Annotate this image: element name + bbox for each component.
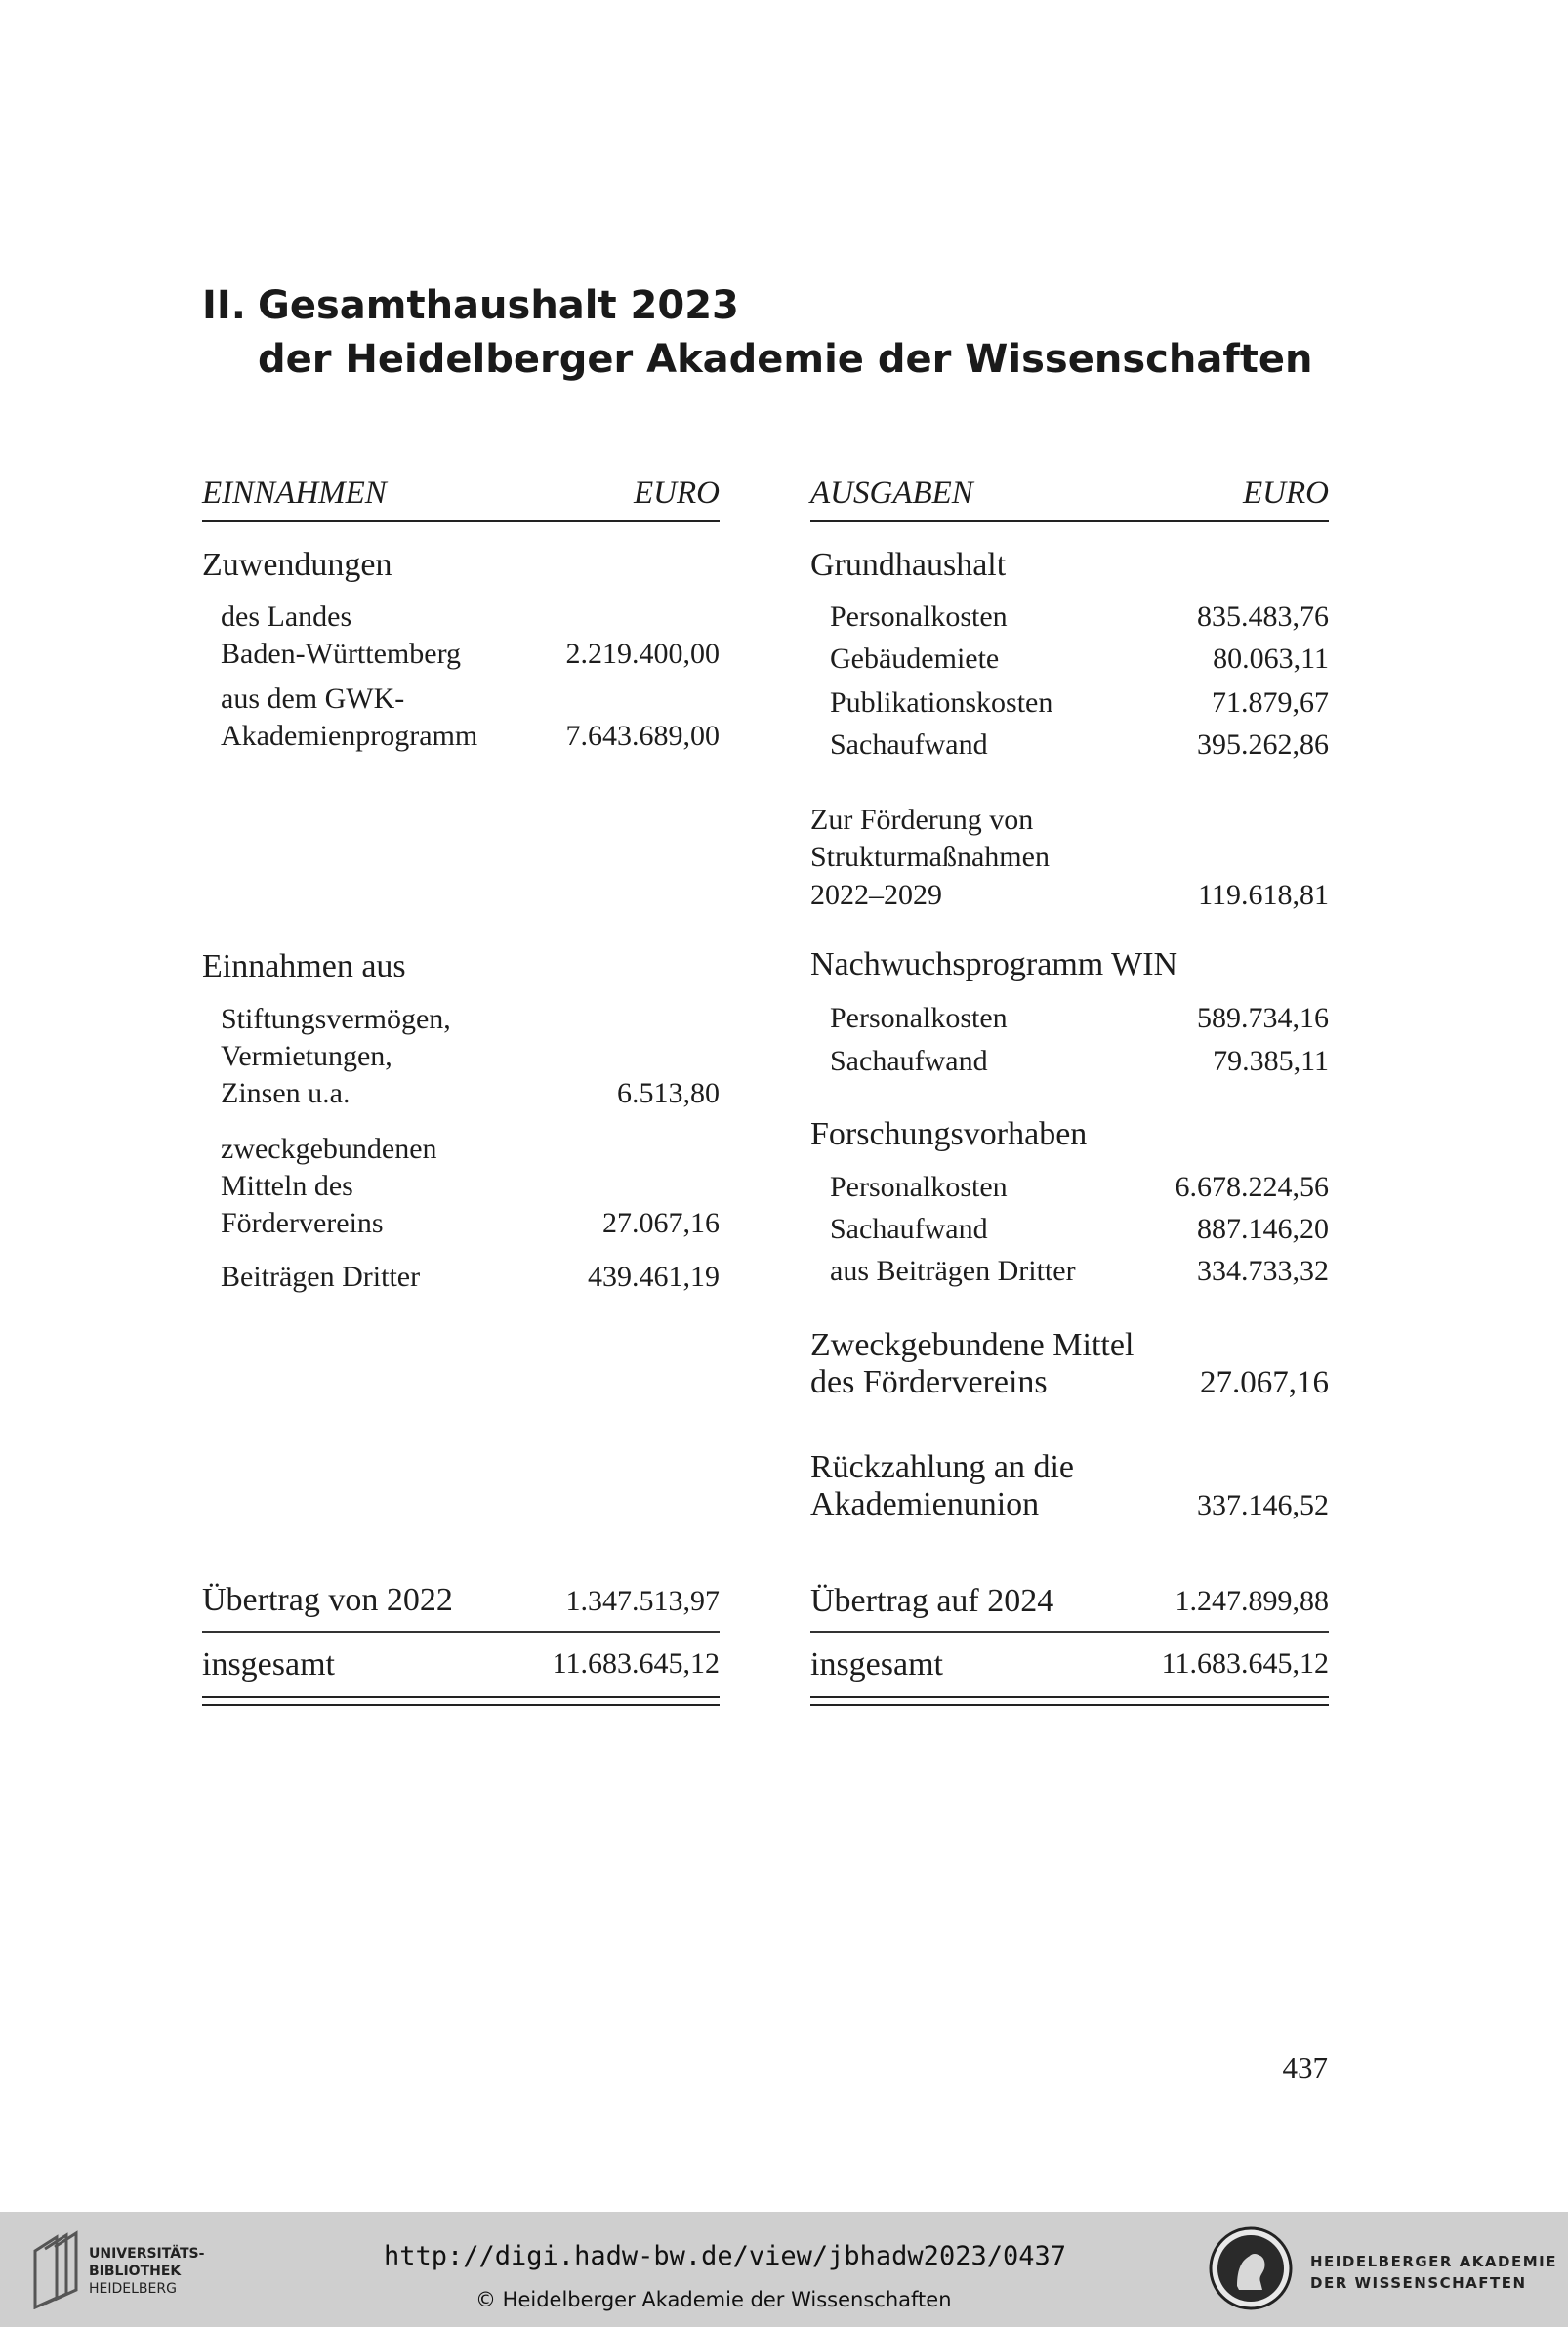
einnahmen-aus-title: Einnahmen aus (202, 948, 406, 984)
hadw-line-2: DER WISSENSCHAFTEN (1310, 2274, 1527, 2292)
expenses-header-rule (810, 520, 1329, 522)
section-number: II. (202, 283, 246, 328)
gh-personal-value: 835.483,76 (1197, 601, 1329, 633)
landes-label-2: Baden-Württemberg (221, 638, 462, 670)
fo-dritter-label: aus Beiträgen Dritter (830, 1255, 1076, 1287)
gh-personal-label: Personalkosten (830, 601, 1008, 633)
gwk-label-2: Akademienprogramm (221, 720, 478, 752)
struktur-label-2: Strukturmaßnahmen (810, 841, 1050, 873)
rueckzahlung-label-1: Rückzahlung an die (810, 1449, 1075, 1485)
total-double-rule-bottom (202, 1704, 720, 1706)
fo-personal-value: 6.678.224,56 (1175, 1171, 1329, 1203)
ub-line-1: UNIVERSITÄTS- (89, 2246, 205, 2262)
gwk-label-1: aus dem GWK- (221, 683, 405, 715)
uebertrag-rule (202, 1631, 720, 1633)
hadw-line-1: HEIDELBERGER AKADEMIE (1310, 2253, 1557, 2270)
gh-publikation-value: 71.879,67 (1212, 686, 1329, 719)
stiftung-label-1: Stiftungsvermögen, (221, 1003, 451, 1035)
win-personal-value: 589.734,16 (1197, 1002, 1329, 1034)
expenses-total-value: 11.683.645,12 (1161, 1647, 1329, 1680)
landes-label-1: des Landes (221, 601, 352, 633)
zweck-label-2: Mitteln des (221, 1170, 353, 1202)
expenses-total-double-rule-top (810, 1696, 1329, 1698)
gwk-value: 7.643.689,00 (565, 720, 720, 752)
zuwendungen-title: Zuwendungen (202, 547, 392, 583)
rueckzahlung-value: 337.146,52 (1197, 1489, 1329, 1521)
gh-sach-value: 395.262,86 (1197, 728, 1329, 761)
zweck-value: 27.067,16 (602, 1207, 720, 1239)
income-header: EINNAHMEN (202, 476, 387, 511)
page-number: 437 (1282, 2051, 1328, 2085)
win-personal-label: Personalkosten (830, 1002, 1008, 1034)
stiftung-value: 6.513,80 (617, 1077, 720, 1109)
title-line-2: der Heidelberger Akademie der Wissenschaften (258, 337, 1313, 382)
gh-gebaeude-label: Gebäudemiete (830, 643, 1000, 675)
expenses-currency: EURO (1243, 476, 1329, 511)
expenses-total-double-rule-bottom (810, 1704, 1329, 1706)
ub-wordmark (89, 2245, 204, 2298)
fo-sach-label: Sachaufwand (830, 1213, 988, 1245)
rueckzahlung-label-2: Akademienunion (810, 1486, 1040, 1522)
expenses-header: AUSGABEN (810, 476, 973, 511)
hadw-wordmark (1310, 2251, 1557, 2294)
expenses-total-label: insgesamt (810, 1646, 943, 1683)
page-title (202, 279, 1313, 387)
uebertrag-auf-label: Übertrag auf 2024 (810, 1583, 1054, 1619)
zweckmittel-label-1: Zweckgebundene Mittel (810, 1327, 1135, 1363)
win-sach-label: Sachaufwand (830, 1045, 988, 1077)
permalink[interactable]: http://digi.hadw-bw.de/view/jbhadw2023/0437 (384, 2241, 1066, 2271)
footer-bar (0, 2212, 1568, 2327)
fo-dritter-value: 334.733,32 (1197, 1255, 1329, 1287)
landes-value: 2.219.400,00 (565, 638, 720, 670)
gh-sach-label: Sachaufwand (830, 728, 988, 761)
stiftung-label-2: Vermietungen, (221, 1040, 392, 1072)
forschung-title: Forschungsvorhaben (810, 1116, 1088, 1152)
fo-personal-label: Personalkosten (830, 1171, 1008, 1203)
uebertrag-auf-rule (810, 1631, 1329, 1633)
library-books-icon (27, 2229, 96, 2309)
struktur-label-1: Zur Förderung von (810, 804, 1034, 836)
zweckmittel-label-2: des Fördervereins (810, 1364, 1048, 1400)
uebertrag-value: 1.347.513,97 (565, 1585, 720, 1617)
total-value: 11.683.645,12 (552, 1647, 720, 1680)
beitraege-label: Beiträgen Dritter (221, 1261, 421, 1293)
win-sach-value: 79.385,11 (1213, 1045, 1329, 1077)
copyright-notice: © Heidelberger Akademie der Wissenschaften (475, 2288, 952, 2311)
uebertrag-label: Übertrag von 2022 (202, 1582, 453, 1618)
academy-seal-icon (1208, 2225, 1294, 2311)
fo-sach-value: 887.146,20 (1197, 1213, 1329, 1245)
income-header-rule (202, 520, 720, 522)
stiftung-label-3: Zinsen u.a. (221, 1077, 351, 1109)
ub-line-2: BIBLIOTHEK (89, 2264, 182, 2279)
income-currency: EURO (634, 476, 720, 511)
gh-publikation-label: Publikationskosten (830, 686, 1053, 719)
gh-gebaeude-value: 80.063,11 (1213, 643, 1329, 675)
win-title: Nachwuchsprogramm WIN (810, 946, 1178, 982)
grundhaushalt-title: Grundhaushalt (810, 547, 1007, 583)
zweck-label-1: zweckgebundenen (221, 1133, 437, 1165)
struktur-value: 119.618,81 (1198, 879, 1329, 911)
zweckmittel-value: 27.067,16 (1200, 1365, 1329, 1400)
uebertrag-auf-value: 1.247.899,88 (1175, 1585, 1329, 1617)
struktur-label-3: 2022–2029 (810, 879, 942, 911)
total-double-rule-top (202, 1696, 720, 1698)
beitraege-value: 439.461,19 (588, 1261, 720, 1293)
total-label: insgesamt (202, 1646, 335, 1683)
zweck-label-3: Fördervereins (221, 1207, 384, 1239)
title-line-1: Gesamthaushalt 2023 (258, 283, 739, 328)
ub-line-3: HEIDELBERG (89, 2281, 177, 2297)
